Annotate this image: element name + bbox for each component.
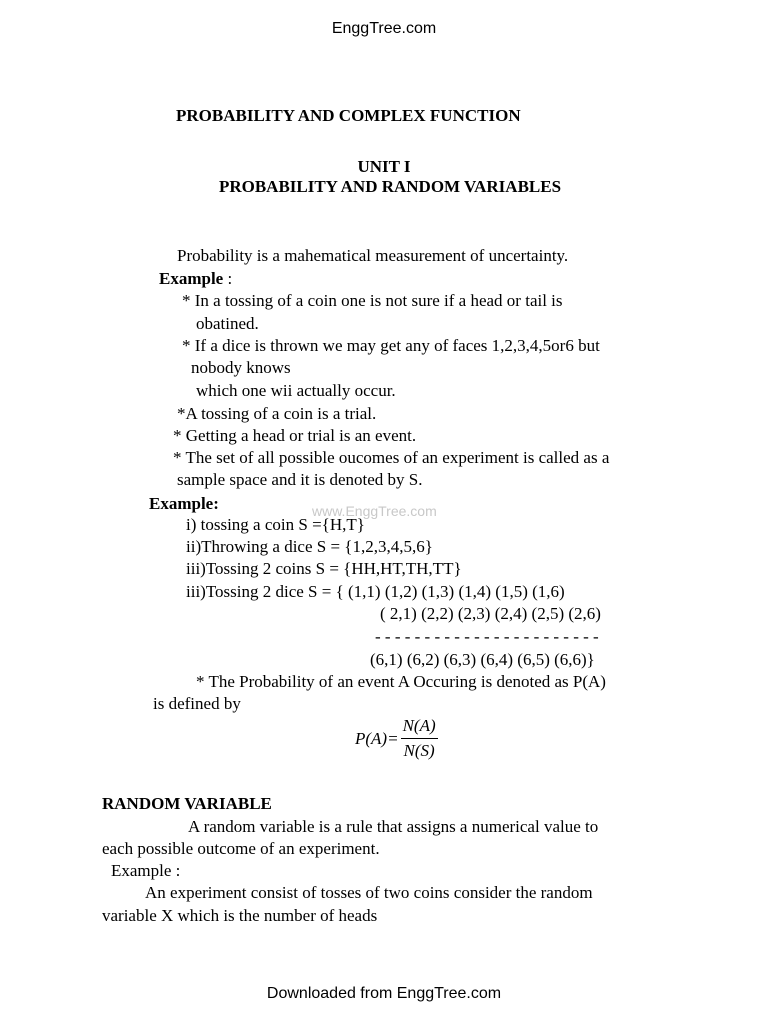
example-label: Example [159,269,224,288]
example-item: ii)Throwing a dice S = {1,2,3,4,5,6} [186,537,433,556]
formula-fraction [401,716,438,761]
header-site: EnggTree.com [331,20,437,37]
example-item: - - - - - - - - - - - - - - - - - - - - - - - [375,627,599,646]
intro-line: * Getting a head or trial is an event. [173,426,417,445]
random-variable-example: An experiment consist of tosses of two coins consider the random [145,883,593,902]
footer-download: Downloaded from EnggTree.com [266,985,502,1002]
example-item: iii)Tossing 2 dice S = { (1,1) (1,2) (1,3) (1,4) (1,5) (1,6) [186,582,565,601]
probability-formula [355,716,438,761]
formula-numerator: N(A) [401,716,438,739]
intro-line: * In a tossing of a coin one is not sure if a head or tail is [182,291,563,310]
course-title: PROBABILITY AND COMPLEX FUNCTION [176,106,521,125]
intro-line: sample space and it is denoted by S. [177,470,423,489]
random-variable-definition: each possible outcome of an experiment. [102,839,380,858]
watermark: www.EnggTree.com [312,503,437,519]
example-item: i) tossing a coin S ={H,T} [186,515,365,534]
intro-line: which one wii actually occur. [196,381,396,400]
random-variable-example-label: Example : [111,861,181,880]
examples-heading: Example: [149,494,219,513]
example-item: ( 2,1) (2,2) (2,3) (2,4) (2,5) (2,6) [380,604,601,623]
unit-title: PROBABILITY AND RANDOM VARIABLES [218,177,562,196]
example-item: iii)Tossing 2 coins S = {HH,HT,TH,TT} [186,559,462,578]
formula-lhs: P(A)= [355,728,399,748]
intro-line: * The set of all possible oucomes of an experiment is called as a [173,448,610,467]
intro-line: nobody knows [191,358,291,377]
random-variable-definition: A random variable is a rule that assigns a numerical value to [188,817,599,836]
probability-def-line: * The Probability of an event A Occuring is denoted as P(A) [196,672,606,691]
probability-definition: Probability is a mahematical measurement of uncertainty. [177,246,569,265]
random-variable-example: variable X which is the number of heads [102,906,378,925]
formula-denominator: N(S) [403,741,435,760]
random-variable-heading: RANDOM VARIABLE [102,794,272,813]
unit-number: UNIT I [357,157,411,176]
intro-line: *A tossing of a coin is a trial. [177,404,377,423]
example-colon: : [223,269,233,288]
probability-def-line: is defined by [153,694,241,713]
example-item: (6,1) (6,2) (6,3) (6,4) (6,5) (6,6)} [370,650,595,669]
intro-line: * If a dice is thrown we may get any of faces 1,2,3,4,5or6 but [182,336,600,355]
example-heading [159,268,232,290]
intro-line: obatined. [196,314,259,333]
